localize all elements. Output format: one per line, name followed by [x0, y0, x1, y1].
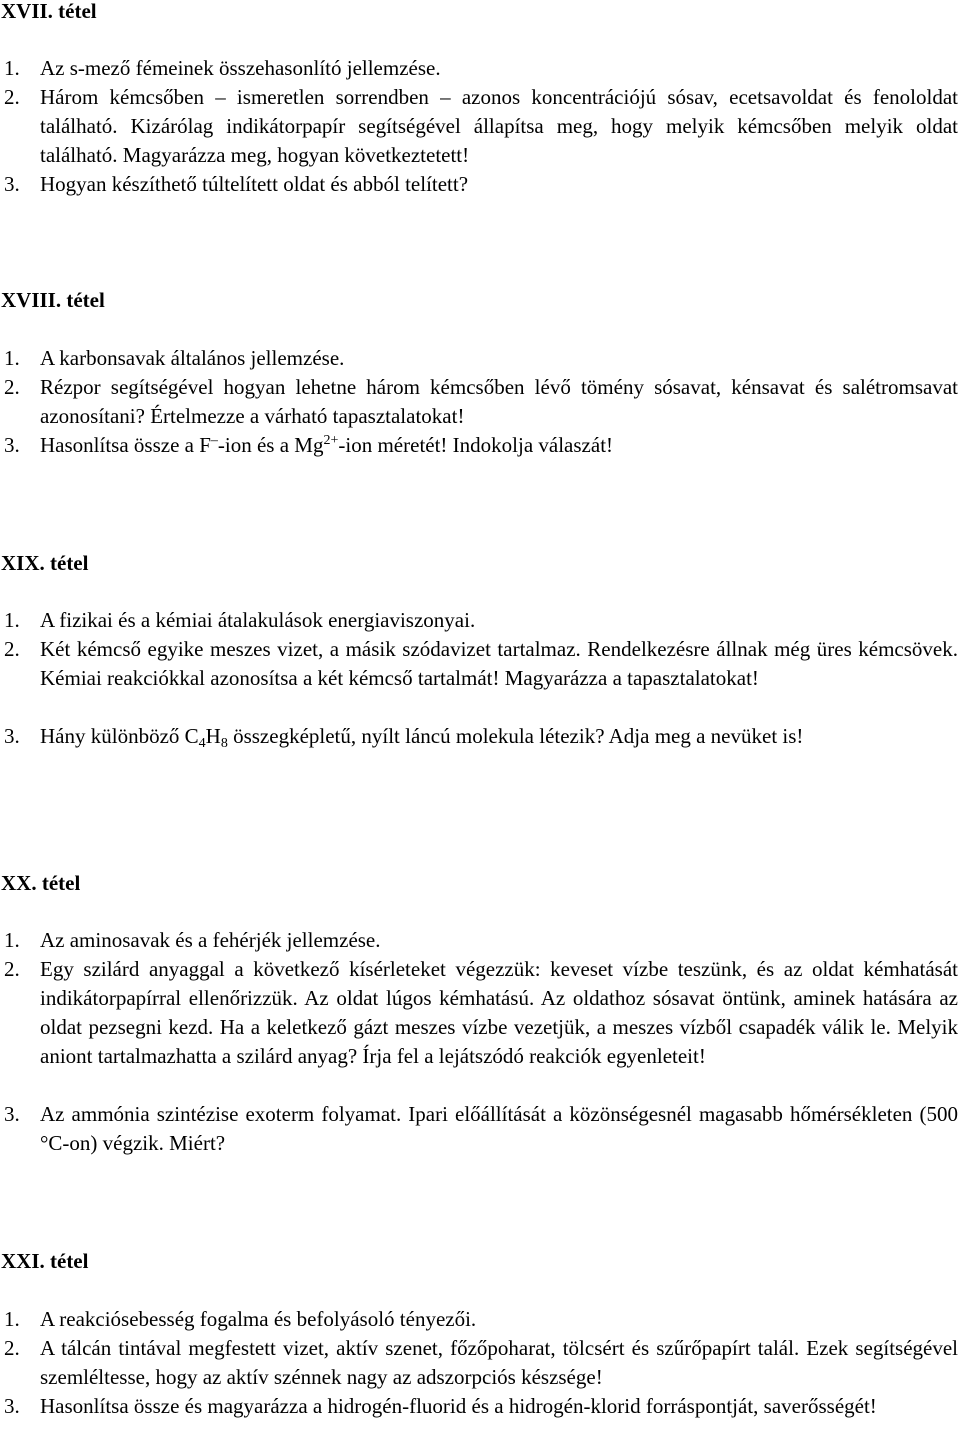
item-number: 1. — [4, 928, 20, 952]
item-text: Hogyan készíthető túltelített oldat és abból telített? — [40, 172, 469, 196]
item-text: Egy szilárd anyaggal a következő kísérleteket végezzük: keveset vízbe teszünk, és az oldat kémhatását indikátorpapírral ellenőrizzük. Az oldat lúgos kémhatású. Az oldathoz sósavat öntünk, aminek hatására az oldat pezsegni kezd. Ha a keletkező gázt meszes vízbe vezetjük, a meszes vízből csapadék válik le. Melyik aniont tartalmazhatta a szilárd anyag? Írja fel a lejátszódó reakciók egyenleteit! — [40, 957, 958, 1068]
item-text: Rézpor segítségével hogyan lehetne három kémcsőben lévő tömény sósavat, kénsavat és salétromsavat azonosítani? Értelmezze a várható tapasztalatokat! — [40, 375, 958, 428]
section-title: XX. tétel — [1, 871, 81, 895]
formula-subscript: 8 — [220, 736, 228, 751]
charge-superscript: – — [210, 433, 218, 448]
item-number: 2. — [4, 85, 20, 109]
item-number: 1. — [4, 608, 20, 632]
text-part: Hasonlítsa össze a F — [40, 433, 211, 457]
item-number: 3. — [4, 433, 20, 457]
item-text: A reakciósebesség fogalma és befolyásoló tényezői. — [40, 1307, 477, 1331]
item-text: A karbonsavak általános jellemzése. — [40, 346, 345, 370]
item-number: 2. — [4, 1336, 20, 1360]
item-number: 1. — [4, 346, 20, 370]
item-text: Hasonlítsa össze és magyarázza a hidrogén-fluorid és a hidrogén-klorid forráspontját, saverősségét! — [40, 1394, 877, 1418]
item-text: Három kémcsőben – ismeretlen sorrendben – azonos koncentrációjú sósav, ecetsavoldat és fenololdat található. Kizárólag indikátorpapír segítségével állapítsa meg, hogy melyik kémcsőben melyik oldat található. Magyarázza meg, hogyan következtetett! — [40, 85, 958, 167]
section-title: XIX. tétel — [1, 551, 89, 575]
item-number: 2. — [4, 957, 20, 981]
text-part: összegképletű, nyílt láncú molekula létezik? Adja meg a nevüket is! — [227, 724, 804, 748]
item-number: 3. — [4, 172, 20, 196]
item-text: Az s-mező fémeinek összehasonlító jellemzése. — [40, 56, 441, 80]
text-part: -ion és a Mg — [217, 433, 324, 457]
item-number: 2. — [4, 637, 20, 661]
item-text: A tálcán tintával megfestett vizet, aktív szenet, főzőpoharat, tölcsért és szűrőpapírt talál. Ezek segítségével szemléltesse, hogy az aktív szénnek nagy az adszorpciós készsége! — [40, 1336, 958, 1389]
section-title: XXI. tétel — [1, 1249, 89, 1273]
item-text: A fizikai és a kémiai átalakulások energiaviszonyai. — [40, 608, 476, 632]
item-text — [40, 431, 958, 460]
item-number: 1. — [4, 56, 20, 80]
section-title: XVIII. tétel — [1, 288, 105, 312]
item-text: Az aminosavak és a fehérjék jellemzése. — [40, 928, 381, 952]
text-part: H — [205, 724, 221, 748]
charge-superscript: 2+ — [323, 433, 339, 448]
item-number: 3. — [4, 1394, 20, 1418]
item-number: 3. — [4, 1102, 20, 1126]
text-part: Hány különböző C — [40, 724, 199, 748]
item-number: 3. — [4, 724, 20, 748]
text-part: -ion méretét! Indokolja válaszát! — [338, 433, 614, 457]
item-number: 2. — [4, 375, 20, 399]
item-number: 1. — [4, 1307, 20, 1331]
item-text — [40, 722, 958, 751]
item-text: Az ammónia szintézise exoterm folyamat. Ipari előállítását a közönségesnél magasabb hőmérsékleten (500 °C-on) végzik. Miért? — [40, 1102, 958, 1155]
item-text: Két kémcső egyike meszes vizet, a másik szódavizet tartalmaz. Rendelkezésre állnak még üres kémcsövek. Kémiai reakciókkal azonosítsa a két kémcső tartalmát! Magyarázza a tapasztalatokat! — [40, 637, 958, 690]
section-title: XVII. tétel — [1, 0, 97, 23]
formula-subscript: 4 — [198, 736, 206, 751]
